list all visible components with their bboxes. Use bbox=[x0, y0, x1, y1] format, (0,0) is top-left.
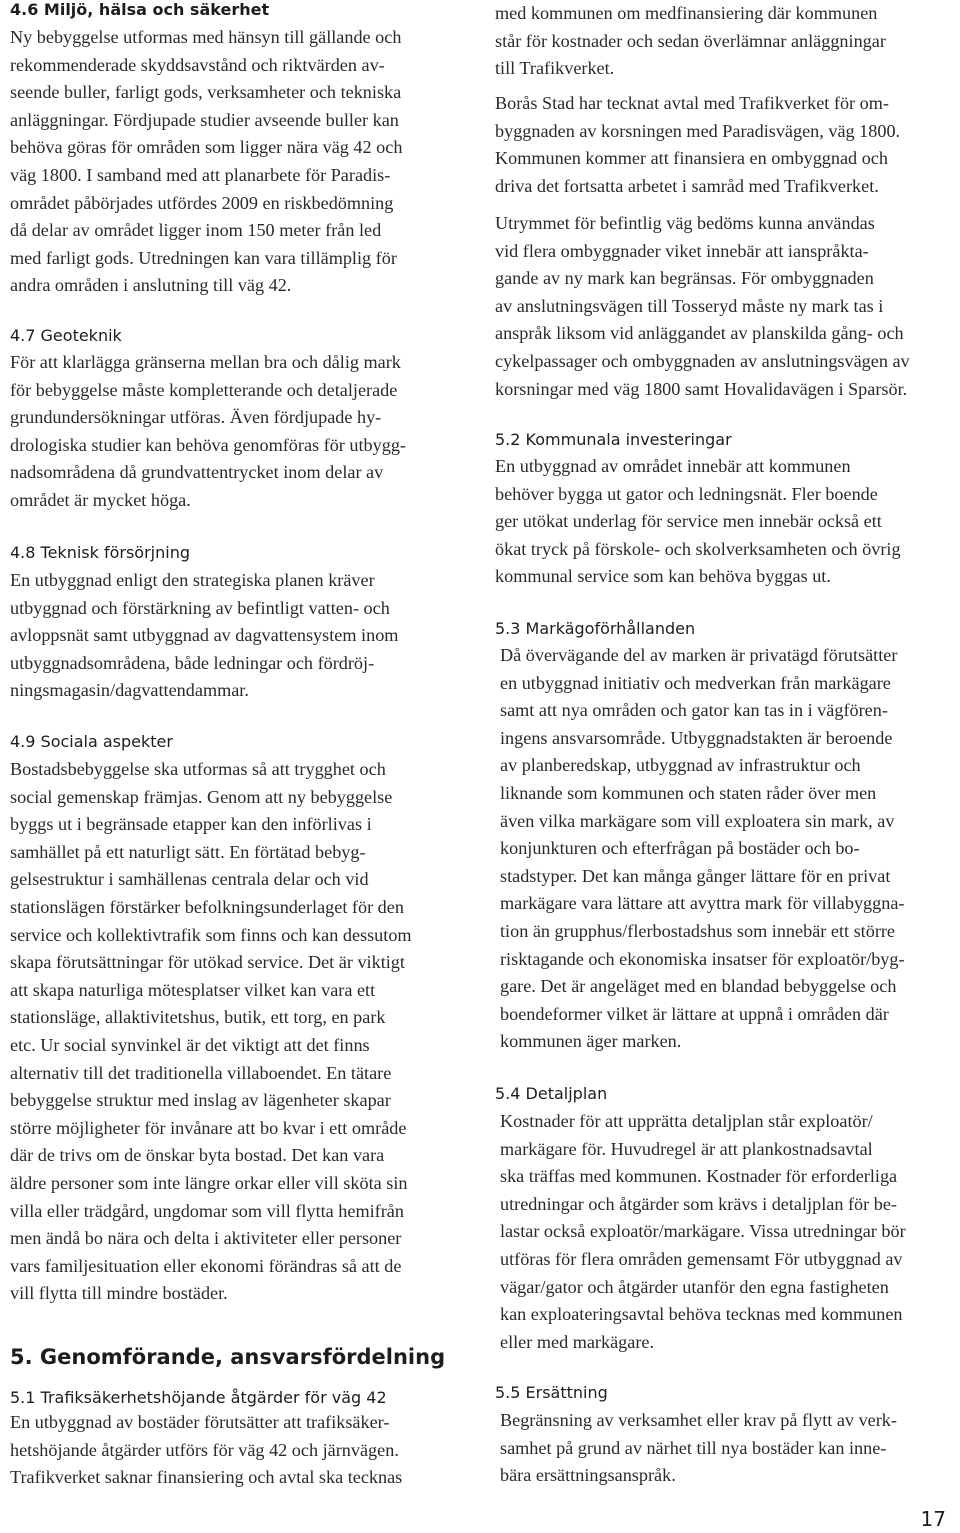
text-line: ingens ansvarsområde. Utbyggnadstakten är beroende bbox=[500, 727, 893, 748]
section-heading: 4.6 Miljö, hälsa och säkerhet bbox=[10, 0, 270, 19]
text-line: För att klarlägga gränserna mellan bra och dålig mark bbox=[10, 352, 401, 372]
text-line: gelsestruktur i samhällenas centrala delar och vid bbox=[10, 869, 369, 890]
text-line: av planberedskap, utbyggnad av infrastruktur och bbox=[500, 755, 861, 776]
text-line: byggs ut i begränsade etapper kan den införlivas i bbox=[10, 814, 372, 835]
text-line: Bostadsbebyggelse ska utformas så att trygghet och bbox=[10, 759, 386, 779]
section-heading: 5.2 Kommunala investeringar bbox=[495, 430, 732, 449]
text-line: att skapa naturliga mötesplatser vilket kan vara ett bbox=[10, 979, 376, 1000]
paragraph-boras-avtal bbox=[495, 90, 900, 200]
text-line: villa eller trädgård, ungdomar som vill flytta hemifrån bbox=[10, 1200, 404, 1221]
text-line: står för kostnader och sedan överlämnar anläggningar bbox=[495, 30, 886, 51]
text-line: samhället på ett naturligt sätt. En förtätad bebyg- bbox=[10, 841, 366, 862]
text-line: vägar/gator och åtgärder utanför den egna fastigheten bbox=[500, 1276, 889, 1297]
text-line: ger utökat underlag för service men innebär också ett bbox=[495, 511, 882, 532]
text-line: vill flytta till mindre bostäder. bbox=[10, 1283, 228, 1304]
text-line: konjunkturen och efterfrågan på bostäder och bo- bbox=[500, 838, 860, 859]
section-4-7 bbox=[10, 326, 406, 515]
section-body bbox=[10, 349, 406, 515]
text-line: väg 1800. I samband med att planarbete för Paradis- bbox=[10, 164, 391, 185]
text-line: liknande som kommunen och staten råder över men bbox=[500, 782, 877, 803]
text-line: behöver bygga ut gator och ledningsnät. Fler boende bbox=[495, 483, 878, 504]
text-line: utföras för flera områden gemensamt För utbyggnad av bbox=[500, 1248, 903, 1269]
text-line: anspråk liksom vid anläggandet av planskilda gång- och bbox=[495, 323, 904, 344]
section-heading: 5.1 Trafiksäkerhetshöjande åtgärder för väg 42 bbox=[10, 1388, 387, 1407]
text-line: till Trafikverket. bbox=[495, 58, 615, 79]
text-line: ska träffas med kommunen. Kostnader för erforderliga bbox=[500, 1166, 898, 1187]
text-line: etc. Ur social synvinkel är det viktigt att det finns bbox=[10, 1034, 370, 1055]
section-5-5 bbox=[495, 1383, 897, 1490]
text-line: utredningar och åtgärder som krävs i detaljplan för be- bbox=[500, 1193, 897, 1214]
section-4-6 bbox=[10, 0, 402, 300]
text-line: En utbyggnad av bostäder förutsätter att trafiksäker- bbox=[10, 1412, 390, 1432]
text-line: äldre personer som inte längre orkar eller vill sköta sin bbox=[10, 1172, 408, 1193]
section-body bbox=[10, 567, 398, 705]
section-heading: 4.8 Teknisk försörjning bbox=[10, 543, 190, 562]
section-heading: 5.4 Detaljplan bbox=[495, 1084, 608, 1103]
text-line: seende buller, farligt gods, verksamheter och tekniska bbox=[10, 82, 402, 103]
text-line: utbyggnad och förstärkning av befintligt vatten- och bbox=[10, 597, 390, 618]
text-line: Ny bebyggelse utformas med hänsyn till gällande och bbox=[10, 27, 402, 47]
text-line: vid flera ombyggnader viket innebär att ianspråkta- bbox=[495, 240, 869, 261]
text-line: ningsmagasin/dagvattendammar. bbox=[10, 680, 249, 701]
text-line: avloppsnät samt utbyggnad av dagvattensystem inom bbox=[10, 625, 399, 646]
text-line: nadsområdena då grundvattentrycket inom delar av bbox=[10, 462, 384, 483]
section-4-8 bbox=[10, 543, 398, 705]
text-line: Utrymmet för befintlig väg bedöms kunna användas bbox=[495, 213, 875, 233]
section-5-3 bbox=[495, 619, 905, 1056]
text-line: större möjligheter för invånare att bo kvar i ett område bbox=[10, 1117, 407, 1138]
section-5-2 bbox=[495, 430, 901, 591]
text-line: risktagande och ekonomiska insatser för exploatör/byg- bbox=[500, 948, 905, 969]
text-line: området är mycket höga. bbox=[10, 489, 191, 510]
text-line: gare. Det är angeläget med en blandad bebyggelse och bbox=[500, 976, 897, 997]
text-line: Då övervägande del av marken är privatägd förutsätter bbox=[500, 645, 898, 665]
section-body bbox=[10, 1409, 402, 1492]
page-number: 17 bbox=[920, 1507, 946, 1531]
section-body bbox=[10, 24, 402, 300]
text-line: för bebyggelse måste kompletterande och detaljerade bbox=[10, 379, 398, 400]
text-line: andra områden i anslutning till väg 42. bbox=[10, 275, 292, 296]
text-line: tion än grupphus/flerbostadshus som innebär ett större bbox=[500, 920, 896, 941]
text-line: grundundersökningar utföras. Även fördjupade hy- bbox=[10, 407, 382, 428]
text-line: bebyggelse struktur med inslag av lägenheter skapar bbox=[10, 1090, 391, 1111]
text-line: Begränsning av verksamhet eller krav på flytt av verk- bbox=[500, 1410, 897, 1430]
section-heading: 5.3 Markägoförhållanden bbox=[495, 619, 696, 638]
text-line: hetshöjande åtgärder utförs för väg 42 och järnvägen. bbox=[10, 1439, 399, 1460]
text-line: ökat tryck på förskole- och skolverksamheten och övrig bbox=[495, 538, 901, 559]
text-line: Kostnader för att upprätta detaljplan står exploatör/ bbox=[500, 1111, 873, 1131]
text-line: drologiska studier kan behöva genomföras för utbygg- bbox=[10, 434, 406, 455]
text-line: anläggningar. Fördjupade studier avseende buller kan bbox=[10, 109, 399, 130]
text-line: kommunal service som kan behöva byggas ut. bbox=[495, 566, 831, 587]
text-line: stationsläge, allaktivitetshus, butik, ett torg, en park bbox=[10, 1007, 386, 1028]
text-line: byggnaden av korsningen med Paradisvägen, väg 1800. bbox=[495, 120, 901, 141]
text-line: även vilka markägare som vill exploatera sin mark, av bbox=[500, 810, 895, 831]
text-line: alternativ till det traditionella villaboendet. En tätare bbox=[10, 1062, 392, 1083]
section-5-4 bbox=[495, 1084, 906, 1356]
text-line: lastar också exploatör/markägare. Vissa utredningar bör bbox=[500, 1221, 906, 1242]
text-line: markägare vara lättare att avyttra mark för villabyggna- bbox=[500, 893, 905, 914]
text-line: eller med markägare. bbox=[500, 1331, 654, 1352]
text-line: men ändå bo nära och delta i aktiviteter eller personer bbox=[10, 1228, 402, 1249]
text-line: service och kollektivtrafik som finns och kan dessutom bbox=[10, 924, 412, 945]
text-line: driva det fortsatta arbetet i samråd med Trafikverket. bbox=[495, 175, 879, 196]
section-body bbox=[495, 642, 905, 1056]
text-line: med kommunen om medfinansiering där kommunen bbox=[495, 3, 878, 23]
text-line: kommunen äger marken. bbox=[500, 1031, 682, 1052]
text-line: en utbyggnad initiativ och medverkan från markägare bbox=[500, 672, 891, 693]
text-line: skapa förutsättningar för utökad service. Det är viktigt bbox=[10, 952, 405, 973]
text-line: boendeformer vilket är lättare at uppnå i områden där bbox=[500, 1003, 889, 1024]
text-line: gande av ny mark kan begränsas. För ombyggnaden bbox=[495, 268, 874, 289]
text-line: Borås Stad har tecknat avtal med Trafikverket för om- bbox=[495, 93, 889, 113]
section-body bbox=[10, 756, 412, 1308]
section-5-1-continued bbox=[495, 0, 886, 83]
text-line: rekommenderade skyddsavstånd och riktvärden av- bbox=[10, 54, 385, 75]
text-line: samhet på grund av närhet till nya bostäder kan inne- bbox=[500, 1437, 887, 1458]
section-body bbox=[495, 1108, 906, 1356]
section-heading: 4.7 Geoteknik bbox=[10, 326, 122, 345]
text-line: då delar av området ligger inom 150 meter från led bbox=[10, 220, 382, 241]
text-line: En utbyggnad enligt den strategiska planen kräver bbox=[10, 570, 375, 590]
text-line: En utbyggnad av området innebär att kommunen bbox=[495, 456, 851, 476]
text-line: Trafikverket saknar finansiering och avtal ska tecknas bbox=[10, 1467, 403, 1488]
text-line: social gemenskap främjas. Genom att ny bebyggelse bbox=[10, 786, 393, 807]
section-heading: 5.5 Ersättning bbox=[495, 1383, 608, 1402]
text-line: med farligt gods. Utredningen kan vara tillämplig för bbox=[10, 247, 397, 268]
text-line: markägare för. Huvudregel är att plankostnadsavtal bbox=[500, 1138, 873, 1159]
text-line: bära ersättningsanspråk. bbox=[500, 1465, 676, 1486]
text-line: korsningar med väg 1800 samt Hovalidavägen i Sparsör. bbox=[495, 378, 908, 399]
section-body bbox=[495, 1407, 897, 1490]
section-5-1 bbox=[10, 1388, 402, 1492]
text-line: kan exploateringsavtal behöva tecknas med kommunen bbox=[500, 1304, 903, 1325]
text-line: Kommunen kommer att finansiera en ombyggnad och bbox=[495, 148, 888, 169]
chapter-heading: 5. Genomförande, ansvarsfördelning bbox=[10, 1345, 446, 1369]
text-line: stationslägen förstärker befolkningsunderlaget för den bbox=[10, 896, 404, 917]
text-line: området påbörjades utfördes 2009 en riskbedömning bbox=[10, 192, 394, 213]
paragraph-utrymme bbox=[495, 210, 910, 403]
text-line: behöva göras för områden som ligger nära väg 42 och bbox=[10, 137, 403, 158]
section-body bbox=[495, 453, 901, 591]
text-line: där de trivs om de önskar byta bostad. Det kan vara bbox=[10, 1145, 385, 1166]
text-line: utbyggnadsområdena, både ledningar och fördröj- bbox=[10, 652, 375, 673]
text-line: stadstyper. Det kan många gånger lättare för en privat bbox=[500, 865, 891, 886]
text-line: samt att nya områden och gator kan tas in i vägfören- bbox=[500, 700, 888, 721]
section-heading: 4.9 Sociala aspekter bbox=[10, 732, 173, 751]
text-line: av anslutningsvägen till Tosseryd måste ny mark tas i bbox=[495, 295, 884, 316]
text-line: cykelpassager och ombyggnaden av anslutningsvägen av bbox=[495, 350, 910, 371]
text-line: vars familjesituation eller ekonomi förändras så att de bbox=[10, 1255, 402, 1276]
section-4-9 bbox=[10, 732, 412, 1308]
